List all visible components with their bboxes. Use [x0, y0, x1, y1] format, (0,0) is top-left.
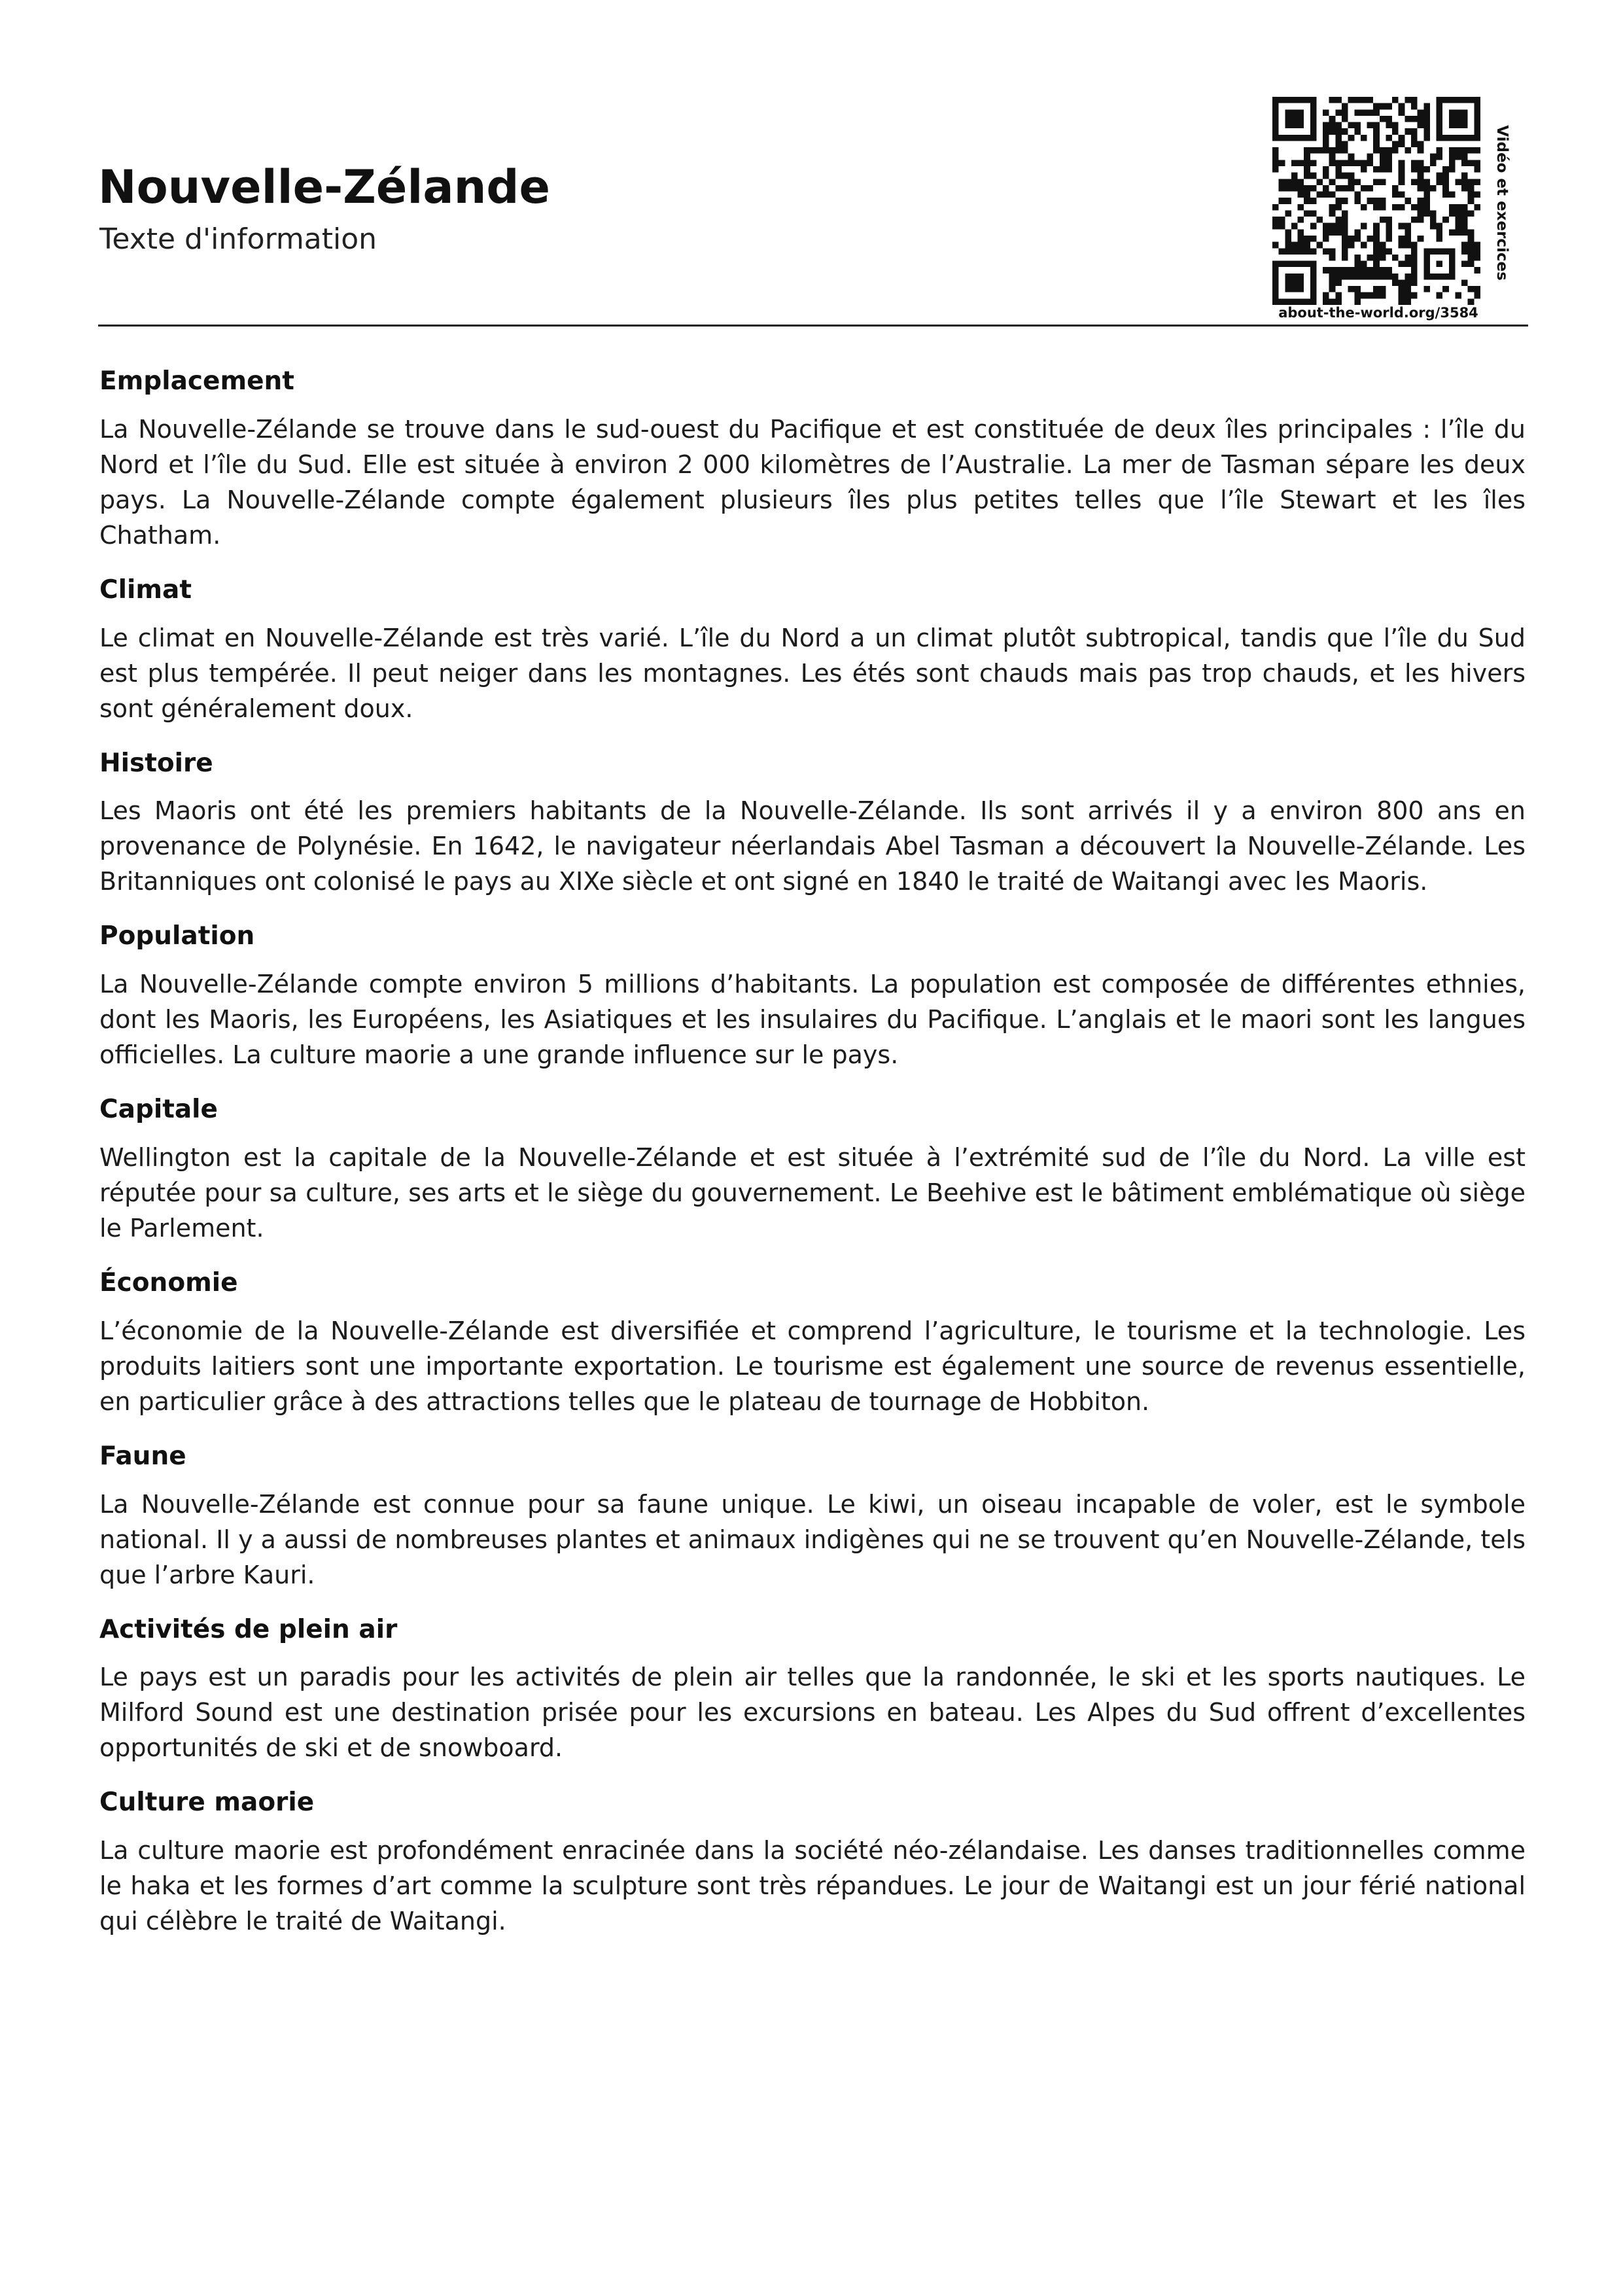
- section-text: La Nouvelle-Zélande compte environ 5 millions d’habitants. La population est composée de différentes ethnies, dont les Maoris, les Européens, les Asiatiques et les insulaires du Pacifique. L’anglais et le maori sont les langues officielles. La culture maorie a une grande influence sur le pays.: [99, 970, 1526, 1070]
- section-text: L’économie de la Nouvelle-Zélande est diversifiée et comprend l’agriculture, le tourisme et la technologie. Les produits laitiers sont une importante exportation. Le tourisme est également une source de revenus essentielle, en particulier grâce à des attractions telles que le plateau de tournage de Hobbiton.: [99, 1316, 1526, 1416]
- section-heading: Population: [99, 921, 255, 951]
- header-divider: [98, 325, 1528, 327]
- section-emplacement: [99, 366, 1526, 553]
- qr-side-label: Vidéo et exercices: [1493, 125, 1510, 281]
- section-faune: [99, 1441, 1526, 1593]
- page-subtitle: Texte d'information: [99, 222, 377, 256]
- section-heading: Économie: [99, 1267, 238, 1298]
- section-heading: Activités de plein air: [99, 1614, 398, 1644]
- section-activites-plein-air: [99, 1615, 1526, 1766]
- section-culture-maorie: [99, 1788, 1526, 1939]
- section-population: [99, 921, 1526, 1072]
- section-text: La Nouvelle-Zélande se trouve dans le sud-ouest du Pacifique et est constituée de deux îles principales : l’île du Nord et l’île du Sud. Elle est située à environ 2 000 kilomètres de l’Australie. La mer de Tasman sépare les deux pays. La Nouvelle-Zélande compte également plusieurs îles plus petites telles que l’île Stewart et les îles Chatham.: [99, 414, 1526, 550]
- qr-url-link[interactable]: about-the-world.org/3584: [1278, 305, 1478, 321]
- section-text: Wellington est la capitale de la Nouvelle-Zélande et est située à l’extrémité sud de l’île du Nord. La ville est réputée pour sa culture, ses arts et le siège du gouvernement. Le Beehive est le bâtiment emblématique où siège le Parlement.: [99, 1142, 1526, 1243]
- section-heading: Histoire: [99, 748, 213, 778]
- section-heading: Emplacement: [99, 366, 294, 396]
- section-heading: Capitale: [99, 1095, 218, 1125]
- section-heading: Climat: [99, 574, 192, 605]
- section-climat: [99, 575, 1526, 726]
- section-text: Le pays est un paradis pour les activités de plein air telles que la randonnée, le ski et les sports nautiques. Le Milford Sound est une destination prisée pour les excursions en bateau. Les Alpes du Sud offrent d’excellentes opportunités de ski et de snowboard.: [99, 1663, 1526, 1763]
- section-text: La culture maorie est profondément enracinée dans la société néo-zélandaise. Les danses traditionnelles comme le haka et les formes d’art comme la sculpture sont très répandues. Le jour de Waitangi est un jour férié national qui célèbre le traité de Waitangi.: [99, 1836, 1526, 1936]
- article-body: [99, 366, 1526, 1961]
- page-title: Nouvelle-Zélande: [98, 160, 551, 214]
- section-text: Le climat en Nouvelle-Zélande est très varié. L’île du Nord a un climat plutôt subtropical, tandis que l’île du Sud est plus tempérée. Il peut neiger dans les montagnes. Les étés sont chauds mais pas trop chauds, et les hivers sont généralement doux.: [99, 623, 1526, 723]
- section-heading: Culture maorie: [99, 1788, 315, 1818]
- qr-code[interactable]: [1272, 97, 1480, 305]
- section-heading: Faune: [99, 1441, 186, 1471]
- section-capitale: [99, 1095, 1526, 1246]
- section-text: La Nouvelle-Zélande est connue pour sa faune unique. Le kiwi, un oiseau incapable de voler, est le symbole national. Il y a aussi de nombreuses plantes et animaux indigènes qui ne se trouvent qu’en Nouvelle-Zélande, tels que l’arbre Kauri.: [99, 1489, 1526, 1589]
- section-text: Les Maoris ont été les premiers habitants de la Nouvelle-Zélande. Ils sont arrivés il y a environ 800 ans en provenance de Polynésie. En 1642, le navigateur néerlandais Abel Tasman a découvert la Nouvelle-Zélande. Les Britanniques ont colonisé le pays au XIXe siècle et ont signé en 1840 le traité de Waitangi avec les Maoris.: [99, 796, 1526, 896]
- section-economie: [99, 1268, 1526, 1419]
- section-histoire: [99, 749, 1526, 900]
